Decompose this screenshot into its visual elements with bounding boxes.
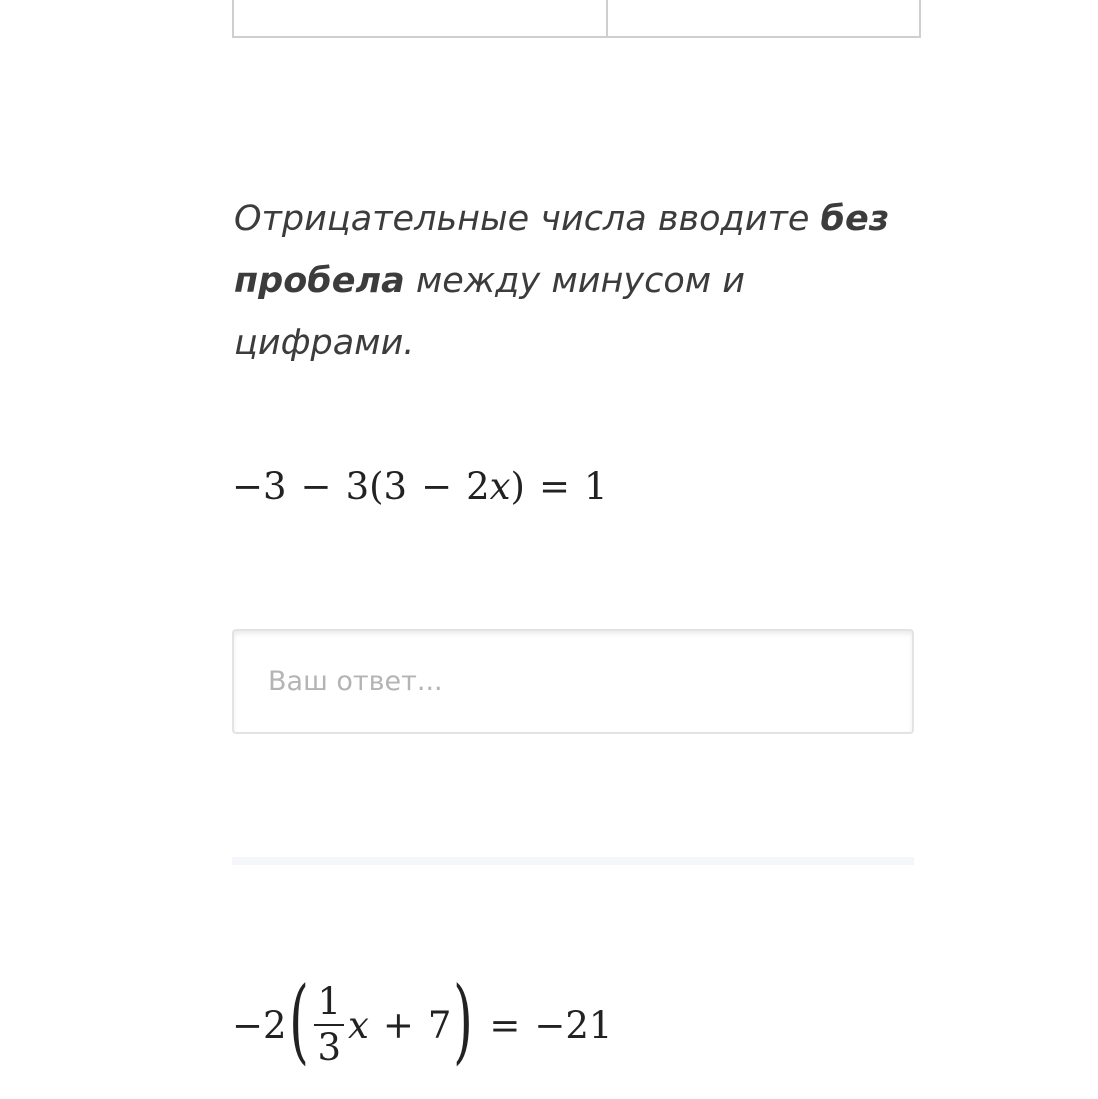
eq2-term: 7 bbox=[427, 1003, 452, 1047]
eq1-term: −3 bbox=[232, 465, 287, 508]
eq2-rhs: −21 bbox=[534, 1003, 613, 1047]
instruction-part1: Отрицательные числа вводите bbox=[234, 199, 821, 239]
eq1-operator: − bbox=[421, 465, 453, 508]
eq2-paren: ( bbox=[288, 967, 309, 1074]
eq2-term: −2 bbox=[232, 1003, 287, 1047]
instruction-part2: между минусом и цифрами. bbox=[234, 261, 746, 363]
eq2-paren: ) bbox=[453, 967, 474, 1074]
answer-input[interactable] bbox=[232, 629, 914, 734]
eq2-equals: = bbox=[489, 1003, 521, 1047]
eq1-paren: ) bbox=[510, 465, 525, 508]
equation-1 bbox=[232, 462, 608, 512]
eq1-term: 2 bbox=[466, 465, 490, 508]
eq1-term: 3(3 bbox=[345, 465, 408, 508]
fraction-denominator: 3 bbox=[317, 1026, 341, 1069]
eq1-variable: x bbox=[489, 465, 511, 508]
eq1-equals: = bbox=[538, 465, 570, 508]
eq2-variable: x bbox=[348, 1003, 369, 1047]
table-fragment bbox=[232, 0, 921, 38]
fraction-numerator: 1 bbox=[314, 982, 344, 1026]
eq1-rhs: 1 bbox=[583, 465, 608, 508]
table-cell bbox=[608, 0, 919, 36]
section-divider bbox=[232, 857, 914, 865]
instruction-bold: без пробела bbox=[234, 199, 890, 301]
eq1-operator: − bbox=[300, 465, 332, 508]
eq2-operator: + bbox=[382, 1003, 414, 1047]
table-cell bbox=[234, 0, 608, 36]
equation-2 bbox=[232, 967, 613, 1080]
eq2-fraction bbox=[314, 982, 344, 1068]
instruction-text bbox=[234, 188, 914, 374]
